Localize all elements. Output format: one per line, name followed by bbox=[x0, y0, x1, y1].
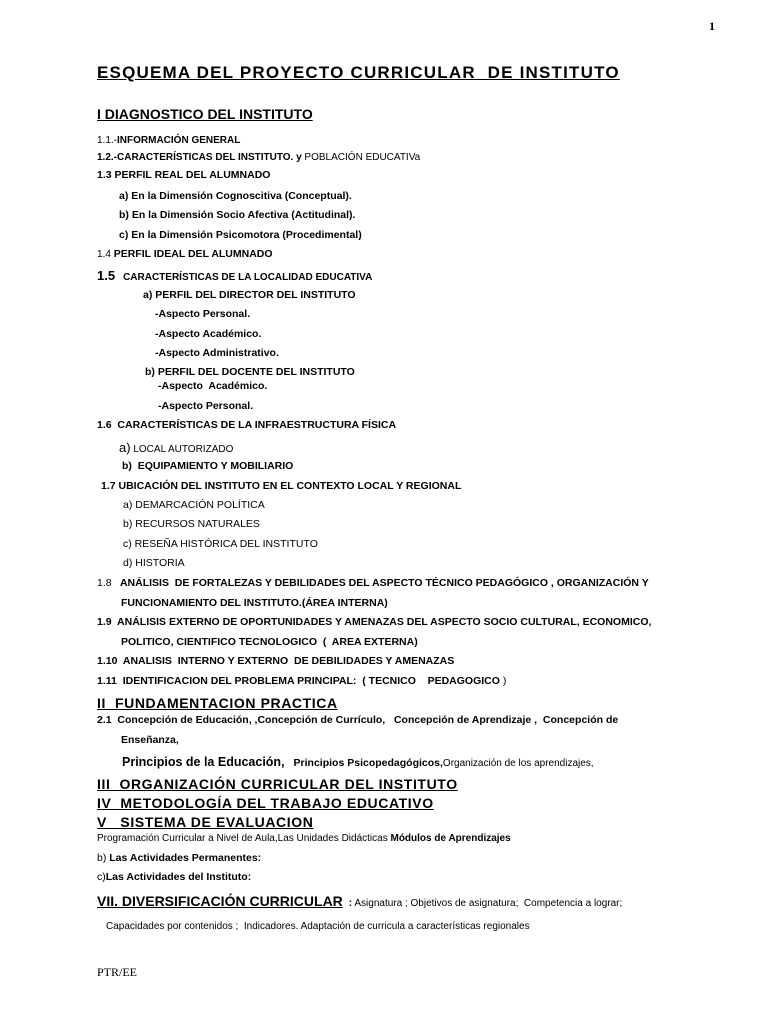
item-label: 1.2.-CARACTERÍSTICAS DEL INSTITUTO. y bbox=[97, 152, 302, 163]
actividades-instituto bbox=[97, 871, 251, 884]
item-2-1-continuation: Enseñanza, bbox=[121, 734, 179, 746]
principles-education: Principios de la Educación, bbox=[122, 755, 285, 769]
item-1-9-continuation: POLITICO, CIENTIFICO TECNOLOGICO ( AREA EXTERNA) bbox=[121, 636, 418, 648]
item-number: 1.4 bbox=[97, 249, 114, 260]
subitem-marker: a) bbox=[119, 440, 131, 455]
subitem: c) RESEÑA HISTÓRICA DEL INSTITUTO bbox=[123, 538, 318, 550]
item-1-8-continuation: FUNCIONAMIENTO DEL INSTITUTO.(ÁREA INTERNA) bbox=[121, 597, 388, 609]
item-label: PERFIL IDEAL DEL ALUMNADO bbox=[113, 248, 273, 260]
item-1-1 bbox=[97, 135, 240, 147]
section-heading-diagnostico: I DIAGNOSTICO DEL INSTITUTO bbox=[97, 106, 313, 122]
item-1-11 bbox=[97, 675, 506, 688]
subitem: b) RECURSOS NATURALES bbox=[123, 518, 260, 530]
programacion-text: Programación Curricular a Nivel de Aula,Las Unidades Didácticas bbox=[97, 833, 391, 844]
footer-text: PTR/EE bbox=[97, 965, 138, 979]
section-heading-fundamentacion: II FUNDAMENTACION PRACTICA bbox=[97, 695, 338, 711]
item-label-rest: POBLACIÓN EDUCATIVa bbox=[301, 152, 421, 163]
diversificacion-items-continuation: Capacidades por contenidos ; Indicadores. Adaptación de curricula a características regionales bbox=[106, 921, 530, 932]
subitem: a) En la Dimensión Cognoscitiva (Conceptual). bbox=[119, 190, 352, 202]
item-number: 1.8 bbox=[97, 577, 112, 589]
section-heading-evaluacion: V SISTEMA DE EVALUACION bbox=[97, 814, 314, 830]
item-number: 1.5 bbox=[97, 268, 116, 283]
item-1-5 bbox=[97, 266, 372, 285]
item-label: 1.11 IDENTIFICACION DEL PROBLEMA PRINCIPAL: ( TECNICO PEDAGOGICO bbox=[97, 675, 500, 687]
item-1-10: 1.10 ANALISIS INTERNO Y EXTERNO DE DEBILIDADES Y AMENAZAS bbox=[97, 655, 455, 667]
document-title: ESQUEMA DEL PROYECTO CURRICULAR DE INSTITUTO bbox=[97, 63, 620, 82]
item-1-6: 1.6 CARACTERÍSTICAS DE LA INFRAESTRUCTURA FÍSICA bbox=[97, 419, 397, 431]
item-1-9: 1.9 ANÁLISIS EXTERNO DE OPORTUNIDADES Y AMENAZAS DEL ASPECTO SOCIO CULTURAL, ECONOMICO, bbox=[97, 616, 652, 628]
subitem-text: LOCAL AUTORIZADO bbox=[130, 444, 234, 455]
item-1-3: 1.3 PERFIL REAL DEL ALUMNADO bbox=[97, 169, 271, 181]
subitem: a) DEMARCACIÓN POLÍTICA bbox=[123, 499, 265, 511]
item-1-8 bbox=[97, 577, 649, 590]
diversificacion-line bbox=[97, 892, 622, 911]
principles-psychopedagogical: Principios Psicopedagógicos, bbox=[293, 757, 443, 769]
aspect-item: -Aspecto Personal. bbox=[158, 400, 254, 412]
aspect-item: -Aspecto Personal. bbox=[155, 308, 251, 320]
learning-organization: Organización de los aprendizajes, bbox=[442, 758, 594, 769]
item-1-7: 1.7 UBICACIÓN DEL INSTITUTO EN EL CONTEXTO LOCAL Y REGIONAL bbox=[101, 480, 462, 492]
aspect-item: -Aspecto Académico. bbox=[158, 380, 268, 392]
subitem-marker: b) bbox=[97, 852, 107, 864]
subitem: d) HISTORIA bbox=[123, 557, 185, 569]
subitem-text: Las Actividades Permanentes: bbox=[106, 852, 262, 864]
item-close: ) bbox=[499, 675, 507, 687]
item-label: ANÁLISIS DE FORTALEZAS Y DEBILIDADES DEL ASPECTO TÉCNICO PEDAGÓGICO , ORGANIZACIÓN Y bbox=[111, 577, 649, 589]
principles-line bbox=[122, 752, 594, 771]
item-number: 1.1.- bbox=[97, 135, 118, 146]
section-heading-organizacion: III ORGANIZACIÓN CURRICULAR DEL INSTITUTO bbox=[97, 776, 458, 792]
director-profile-heading: a) PERFIL DEL DIRECTOR DEL INSTITUTO bbox=[143, 289, 356, 301]
subitem: b) En la Dimensión Socio Afectiva (Actitudinal). bbox=[119, 209, 356, 221]
subitem: c) En la Dimensión Psicomotora (Procedimental) bbox=[119, 229, 362, 241]
actividades-permanentes bbox=[97, 852, 261, 865]
subitem: b) EQUIPAMIENTO Y MOBILIARIO bbox=[122, 460, 294, 472]
diversificacion-items: Asignatura ; Objetivos de asignatura; Competencia a lograr; bbox=[352, 898, 623, 909]
item-2-1: 2.1 Concepción de Educación, ,Concepción de Currículo, Concepción de Aprendizaje , Concepción de bbox=[97, 714, 619, 726]
subitem-marker: c) bbox=[97, 871, 106, 883]
subitem bbox=[119, 438, 233, 457]
programacion-line bbox=[97, 833, 511, 845]
aspect-item: -Aspecto Administrativo. bbox=[155, 347, 279, 359]
docente-profile-heading: b) PERFIL DEL DOCENTE DEL INSTITUTO bbox=[145, 366, 355, 378]
item-label: CARACTERÍSTICAS DE LA LOCALIDAD EDUCATIVA bbox=[123, 272, 373, 283]
item-label: INFORMACIÓN GENERAL bbox=[117, 135, 241, 146]
item-1-2 bbox=[97, 152, 420, 164]
aspect-item: -Aspecto Académico. bbox=[155, 328, 262, 340]
section-heading-metodologia: IV METODOLOGÍA DEL TRABAJO EDUCATIVO bbox=[97, 795, 434, 811]
heading-colon: : bbox=[342, 897, 353, 909]
item-1-4 bbox=[97, 248, 273, 261]
subitem-text: Las Actividades del Instituto: bbox=[105, 871, 252, 883]
modulos-text: Módulos de Aprendizajes bbox=[390, 833, 511, 844]
section-heading-diversificacion: VII. DIVERSIFICACIÓN CURRICULAR bbox=[97, 893, 343, 909]
page-number: 1 bbox=[709, 19, 715, 33]
